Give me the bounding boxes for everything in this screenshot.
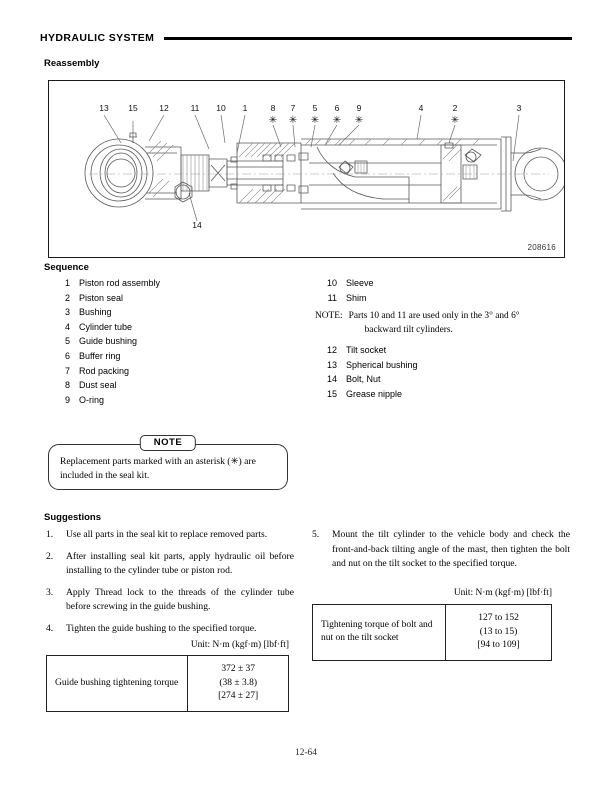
callout-10: 10 — [216, 103, 226, 113]
suggestions-list-right — [312, 528, 570, 579]
sequence-number: 3 — [64, 307, 70, 318]
list-item — [46, 622, 294, 637]
callout-13: 13 — [99, 103, 109, 113]
suggestion-text: Use all parts in the seal kit to replace removed parts. — [66, 529, 268, 540]
callout-7: 7 — [290, 103, 296, 113]
list-item — [312, 528, 570, 572]
list-item — [48, 393, 298, 408]
sequence-label: Buffer ring — [79, 350, 121, 361]
table-row — [47, 656, 289, 712]
sequence-note-key: NOTE: — [315, 311, 343, 322]
list-item — [46, 550, 294, 579]
sequence-label: O-ring — [79, 394, 105, 405]
callout-6: 6 — [334, 103, 340, 113]
suggestion-number: 3. — [46, 586, 54, 598]
asterisk-marker-2: ✳ — [450, 115, 460, 126]
suggestions-list-left — [46, 528, 294, 644]
torque-value-cell — [446, 605, 552, 661]
callout-8: 8 — [270, 103, 276, 113]
suggestion-text: After installing seal kit parts, apply hydraulic oil before installing to the cylinder tube or piston rod. — [66, 550, 294, 577]
list-item — [46, 586, 294, 615]
asterisk-marker-6: ✳ — [332, 115, 342, 126]
header-rule — [164, 37, 572, 39]
sequence-note-body — [349, 310, 570, 337]
unit-caption-right: Unit: N·m (kgf·m) [lbf·ft] — [453, 588, 552, 598]
sequence-number: 4 — [64, 321, 70, 332]
note-callout-box — [48, 437, 288, 490]
list-item — [46, 528, 294, 543]
sequence-list-right — [315, 276, 570, 401]
suggestion-number: 5. — [312, 529, 320, 540]
list-item — [315, 372, 570, 387]
torque-value-cell — [188, 656, 289, 712]
suggestion-number: 4. — [46, 622, 54, 634]
sequence-label: Cylinder tube — [79, 321, 133, 332]
suggestion-number: 2. — [46, 550, 54, 562]
sequence-number: 8 — [64, 380, 70, 391]
sequence-note-line-2: backward tilt cylinders. — [364, 324, 453, 335]
sequence-number: 5 — [64, 336, 70, 347]
sequence-number: 12 — [326, 345, 337, 355]
callout-5: 5 — [312, 103, 318, 113]
list-item — [315, 387, 570, 402]
sequence-label: Bolt, Nut — [346, 374, 381, 385]
sequence-note-line-1: Parts 10 and 11 are used only in the 3° and 6° — [348, 311, 520, 322]
list-item — [315, 358, 570, 373]
list-item — [48, 291, 298, 306]
tilt-cylinder-cross-section-diagram — [49, 81, 564, 257]
list-item — [315, 291, 570, 306]
sequence-list-left — [48, 276, 298, 407]
reassembly-heading: Reassembly — [44, 58, 100, 69]
sequence-heading: Sequence — [44, 262, 89, 273]
asterisk-marker-7: ✳ — [288, 115, 298, 126]
callout-3: 3 — [516, 103, 522, 113]
page-number: 12-64 — [295, 748, 317, 758]
note-callout-body: Replacement parts marked with an asterisk (✳) are included in the seal kit. — [60, 456, 256, 482]
torque-value-lbfft: [94 to 109] — [477, 640, 520, 651]
list-item — [48, 378, 298, 393]
suggestion-text: Tighten the guide bushing to the specified torque. — [66, 622, 257, 634]
asterisk-marker-5: ✳ — [310, 115, 320, 126]
callout-12: 12 — [159, 103, 169, 113]
suggestions-heading: Suggestions — [44, 512, 102, 523]
asterisk-marker-9: ✳ — [354, 115, 364, 126]
suggestion-text: Mount the tilt cylinder to the vehicle body and check the front-and-back tilting angle of the mast, then tighten the bolt and nut on the tilt socket to the specified torque. — [332, 529, 570, 570]
table-row — [313, 605, 552, 661]
callout-1: 1 — [242, 103, 248, 113]
list-item — [315, 276, 570, 291]
page-header — [40, 32, 572, 44]
sequence-label: Piston seal — [79, 292, 124, 303]
suggestion-text: Apply Thread lock to the threads of the cylinder tube before screwing in the guide bushing. — [66, 586, 294, 613]
sequence-label: Tilt socket — [346, 345, 387, 355]
sequence-number: 9 — [64, 394, 70, 405]
list-item — [48, 276, 298, 291]
sequence-number: 11 — [327, 292, 337, 303]
sequence-number: 6 — [64, 350, 70, 361]
list-item — [48, 349, 298, 364]
torque-value-lbfft: [274 ± 27] — [218, 691, 259, 702]
list-item — [48, 334, 298, 349]
tilt-socket-torque-table — [312, 604, 552, 661]
torque-value-nm: 372 ± 37 — [221, 664, 256, 674]
unit-caption-left: Unit: N·m (kgf·m) [lbf·ft] — [190, 640, 289, 650]
suggestion-number: 1. — [46, 529, 54, 540]
sequence-number: 7 — [64, 365, 70, 376]
sequence-label: Dust seal — [79, 380, 117, 391]
list-item — [48, 305, 298, 320]
torque-label-cell: Tightening torque of bolt and nut on the tilt socket — [313, 605, 446, 661]
sequence-number: 14 — [326, 374, 337, 385]
sequence-label: Piston rod assembly — [79, 278, 161, 288]
header-title: HYDRAULIC SYSTEM — [40, 32, 155, 44]
sequence-label: Grease nipple — [346, 388, 403, 399]
callout-15: 15 — [128, 103, 138, 113]
list-item — [48, 320, 298, 335]
sequence-number: 10 — [326, 278, 337, 288]
sequence-label: Rod packing — [79, 365, 130, 376]
figure-frame — [48, 80, 565, 258]
list-item — [48, 364, 298, 379]
callout-4: 4 — [418, 103, 424, 113]
callout-9: 9 — [356, 103, 362, 113]
sequence-label: Guide bushing — [79, 336, 138, 347]
torque-value-kgfm: (13 to 15) — [479, 626, 518, 637]
sequence-note — [315, 310, 570, 337]
torque-label-cell: Guide bushing tightening torque — [47, 656, 188, 712]
asterisk-marker-8: ✳ — [268, 115, 278, 126]
callout-14: 14 — [192, 220, 202, 230]
sequence-number: 1 — [64, 278, 70, 288]
torque-value-nm: 127 to 152 — [478, 613, 519, 623]
sequence-label: Sleeve — [346, 278, 374, 288]
sequence-number: 13 — [326, 359, 337, 370]
sequence-label: Bushing — [79, 307, 112, 318]
sequence-number: 2 — [64, 292, 70, 303]
list-item — [315, 343, 570, 358]
torque-value-kgfm: (38 ± 3.8) — [219, 677, 257, 688]
sequence-label: Spherical bushing — [346, 359, 418, 370]
guide-bushing-torque-table — [46, 655, 289, 712]
sequence-number: 15 — [326, 388, 337, 399]
figure-reference-code: 208616 — [527, 243, 556, 252]
note-callout-tab: NOTE — [140, 435, 196, 451]
callout-11: 11 — [190, 103, 200, 113]
sequence-label: Shim — [346, 292, 367, 303]
callout-2: 2 — [452, 103, 458, 113]
